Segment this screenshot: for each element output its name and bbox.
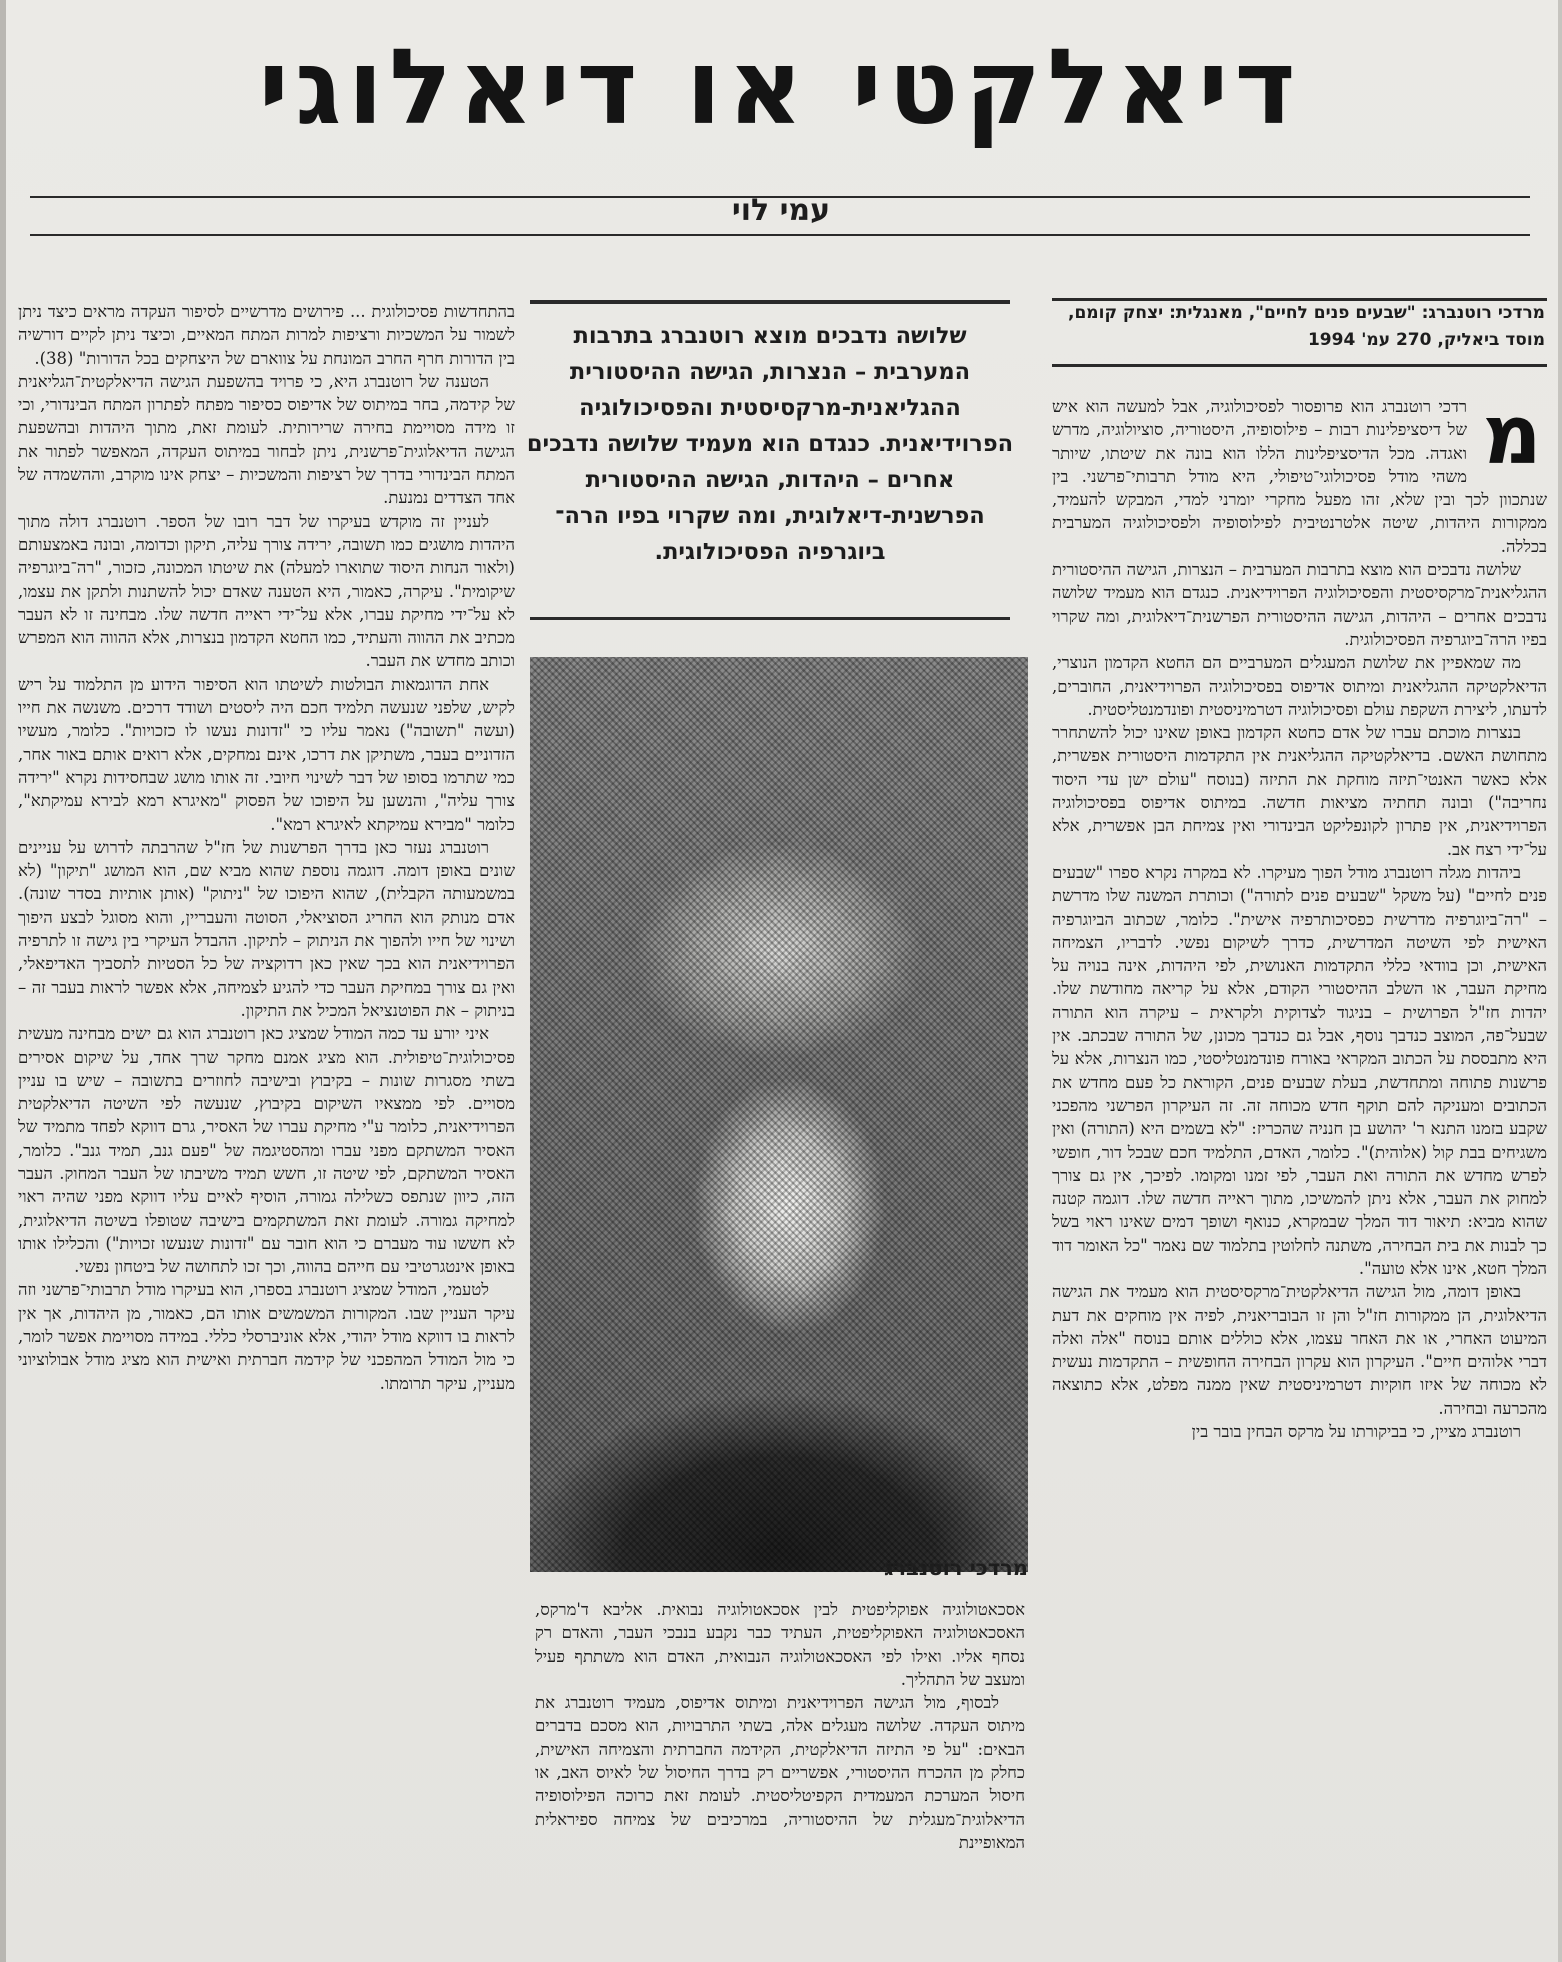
paragraph: לעניין זה מוקדש בעיקרו של דבר רובו של הספר. רוטנברג דולה מתוך היהדות מושגים כמו תשובה, ירידה צורך עליה, תיקון וכדומה, ובונה באמצעותם (ולאור הנחות היסוד שתוארו למעלה) את שיטתו המכונה, כזכור, "רה־ביוגרפיה שיקומית". עיקרה, כאמור, היא הטענה שאדם יכול להשתנות ולתקן את עצמו, לא על־ידי מחיקת עברו, אלא על־ידי ראייה חדשה שלו. מבחינה זו לא העבר מכתיב את ההווה והעתיד, כמו החטא הקדמון בנצרות, אלא ההווה הוא המפרש וכותב מחדש את העבר. (18, 511, 515, 671)
paragraph: לטעמי, המודל שמציג רוטנברג בספרו, הוא בעיקרו מודל תרבותי־פרשני וזה עיקר העניין שבו. המקורות המשמשים אותו הם, כאמור, מן היהדות, אך אין לראות בו דווקא מודל יהודי, אלא אוניברסלי כללי. במידה מסויימת אפשר לומר, כי מול המודל המהפכני של קידמה חברתית ואישית הוא מציג מודל אבולוציוני מעניין, עיקר תרומתו. (18, 1280, 515, 1393)
paragraph: רדכי רוטנברג הוא פרופסור לפסיכולוגיה, אבל למעשה הוא איש של דיסציפלינות רבות – פילוסופיה, היסטוריה, סוציולוגיה, מדרש ואגדה. מכל הדיסציפלינות הללו הוא בונה את שיטתו, שיותר משהי מודל פסיכולוגי־טיפולי, היא מודל תרבותי־פרשני. בין שנתכוון לכך ובין שלא, זהו מפעל מחקרי יומרני למדי, המבקש להעמיד, ממקורות היהדות, שיטה אלטרנטיבית לפילוסופיה ולפסיכולוגיה המערבית בכללה. (1052, 397, 1547, 556)
paragraph: רוטנברג נעזר כאן בדרך הפרשנות של חז"ל שהרבתה לדרוש על עניינים שונים באופן דומה. דוגמה נוספת שהוא מביא שם, הוא המושג "תיקון" (לא במשמעותה הקבלית), שהוא היפוכו של "ניתוק" (אותן אותיות בסדר שונה). אדם מנותק הוא החריג הסוציאלי, הסוטה והעבריין, והוא מסוגל לבצע היפוך ושינוי של חייו ולהפוך את הניתוק – לתיקון. ההבדל העיקרי בין גישה זו לתרפיה הפרוידיאנית הוא בכך שאין כאן רדוקציה של כל הסטיות לתסביך האדיפאלי, ואין גם צורך במחיקת העבר כדי להגיע לצמיחה, אלא אפשר לראות בעבר זה – בניתוק – את הפוטנציאל המכיל את התיקון. (18, 837, 515, 1020)
paragraph: בנצרות מוכתם עברו של אדם כחטא הקדמון באופן שאינו יכול להשתחרר מתחושת האשם. בדיאלקטיקה ההגליאנית אין התקדמות היסטורית אפשרית, אלא כאשר האנטי־תיזה מוחקת את התיזה (בנוסח "עולם ישן עדי היסוד נחריבה") ובונה תחתיה מציאות חדשה. במיתוס אדיפוס בפסיכולוגיה הפרוידיאנית, אין פתרון לקונפליקט הבינדורי ואין צמיחת הבן אפשרית, אלא על־ידי רצח אב. (1052, 723, 1547, 859)
book-info: מרדכי רוטנברג: "שבעים פנים לחיים", מאנגלית: יצחק קומם, מוסד ביאליק, 270 עמ' 1994 (1068, 303, 1545, 350)
author-portrait-photo (530, 657, 1028, 1572)
pull-quote: שלושה נדבכים מוצא רוטנברג בתרבות המערבית – הנצרות, הגישה ההיסטורית ההגליאנית-מרקסיסטית והפסיכולוגיה הפרוידיאנית. כנגדם הוא מעמיד שלושה נדבכים אחרים – היהדות, הגישה ההיסטורית הפרשנית-דיאלוגית, ומה שקרוי בפיו הרה־ ביוגרפיה הפסיכולוגית. (526, 323, 1014, 565)
paragraph: אסכאטולוגיה אפוקליפטית לבין אסכאטולוגיה נבואית. אליבא ד'מרקס, האסכאטולוגיה האפוקליפטית, העתיד כבר נקבע בנבכי העבר, והאדם רק נסחף אליו. ואילו לפי האסכאטולוגיה הנבואית, האדם הוא משתתף פעיל ומעצב של התהליך. (535, 1600, 1025, 1689)
paragraph: אחת הדוגמאות הבולטות לשיטתו הוא הסיפור הידוע מן התלמוד על ריש לקיש, שלפני שנעשה תלמיד חכם היה ליסטים ושודד דרכים. משנשה את חייו (ועשה "תשובה") נאמר עליו כי "זדונות נעשו לו כזכויות". כלומר, מעשיו הזדוניים בעבר, משתיקן את דרכו, אינם נמחקים, אלא רואים אותם באור אחר, כמי שתרמו בסופו של דבר לשינוי חיובי. זה אותו מושג שבחסידות נקרא "ירידה צורך עליה", והנשען על היפוכו של הפסוק "מאיגרא רמא לבירא עמיקתא", כלומר "מבירא עמיקתא לאיגרא רמא". (18, 674, 515, 834)
paragraph: בהתחדשות פסיכולוגית ... פירושים מדרשיים לסיפור העקדה מראים כיצד ניתן לשמור על המשכיות ורציפות למרות המתח המאיים, וכיצד ניתן לקיים דורשיה בין הדורות חרף החרב המונחת על צווארם של היצחקים בכל הדורות" (38). (18, 302, 515, 368)
photo-caption: מרדכי רוטנברג (883, 1556, 1028, 1580)
paragraph: שלושה נדבכים הוא מוצא בתרבות המערבית – הנצרות, הגישה ההיסטורית ההגליאנית־מרקסיסטית והפסיכולוגיה הפרוידיאנית. כנגדם הוא מעמיד שלושה נדבכים אחרים – היהדות, הגישה ההיסטורית הפרשנית־דיאלוגית, ומה שקרוי בפיו הרה־ביוגרפיה הפסיכולוגית. (1052, 560, 1547, 649)
paragraph: ביהדות מגלה רוטנברג מודל הפוך מעיקרו. לא במקרה נקרא ספרו "שבעים פנים לחיים" (על משקל "שבעים פנים לתורה") וכותרת המשנה שלו מדרשת – "רה־ביוגרפיה מדרשית כפסיכותרפיה אישית". כלומר, שכתוב הביוגרפיה האישית לפי השיטה המדרשית, כדרך לשיקום נפשי. לדבריו, הצמיחה האישית, וכן בוודאי כללי התקדמות האנושית, לפי היהדות, אינה בנויה על מחיקת העבר, או השלב ההיסטורי הקודם, אלא על קריאה מחודשת שלו. יהדות חז"ל הפרושית – בניגוד לצדוקית ולקראית – עיקרה הוא התורה שבעל־פה, המוצב כנדבך נוסף, אבל גם כנדבך מכונן, של התורה שבכתב. אין היא מתבססת על הכתוב המקראי באורח פונדמנטליסטי, כמו הנצרות, אלא על פרשנות פתוחה ומתחדשת, בעלת שבעים פנים, הקוראת כל פעם מחדש את הכתובים ומעניקה להם תוקף חדש מכוחה זה. זה העיקרון הפרשני מהפכני שקבע בזמנו התנא ר' יהושע בן חנניה שהכריז: "לא בשמים היא (התורה) ואין משגיחים בבת קול (אלוהית)". כלומר, האדם, התלמיד חכם שבכל דור, חופשי לפרש מחדש את התורה ואת העבר, לפי זמנו ומקומו. לפיכך, אין גם צורך למחוק את העבר, אלא ניתן להמשיכו, מתוך ראייה חדשה שלו. דוגמה קטנה שהוא מביא: תיאור דוד המלך שבמקרא, כנואף ושופך דמים שאינו ראוי בשל כך לבנות את בית הבחירה, משתנה לחלוטין בתלמוד שם נאמר "כל האומר דוד המלך חטא, אינו אלא טועה". (1052, 862, 1547, 1278)
middle-column-text (535, 1598, 1025, 1950)
pullquote-bottom-rule (530, 617, 1010, 620)
page-edge-left (0, 0, 6, 1962)
bookinfo-bottom-rule (1052, 364, 1547, 367)
drop-cap: מ (1482, 395, 1542, 483)
article-headline: דיאלקטי או דיאלוגי (258, 26, 1302, 148)
author-byline: עמי לוי (731, 193, 831, 228)
paragraph: רוטנברג מציין, כי בביקורתו על מרקס הבחין בובר בין (1191, 1422, 1521, 1442)
pullquote-top-rule (530, 300, 1010, 304)
page-edge-right (1558, 0, 1562, 1962)
paragraph: איני יורע עד כמה המודל שמציג כאן רוטנברג הוא גם ישים מבחינה מעשית פסיכולוגית־טיפולית. הוא מציג אמנם מחקר שרך אחד, על שיקום אסירים בשתי מסגרות שונות – בקיבוץ ובישיבה לחוזרים בתשובה – שיש בו עניין מסויים. לפי ממצאיו השיקום בקיבוץ, שנעשה לפי השיטה הדיאלקטית הפרוידיאנית, כלומר ע"י מחיקת עברו של האסיר, גרם דווקא לפחד מתמיד של האסיר המשתקם מפני עברו ומהסטיגמה של "פעם גנב, תמיד גנב". כלומר, האסיר המשתקם, לפי שיטה זו, חשש תמיד משיבתו של העבר המחוק. העבר הזה, כיוון שנתפס כשלילה גמורה, הוסיף לאיים עליו דווקא מפני שהיה ראוי למחיקה גמורה. לעומת זאת המשתקמים בישיבה שטופלו בשיטה הדיאלוגית, לא חששו עוד מעברם כי הוא חובר עם "זדונות שנעשו זכויות") והכלילו אותו באופן אינטגרטיבי עם חייהם בהווה, וכך זכו לתחושה של ביטחון נפשי. (18, 1024, 515, 1277)
paragraph: לבסוף, מול הגישה הפרוידיאנית ומיתוס אדיפוס, מעמיד רוטנברג את מיתוס העקדה. שלושה מעגלים אלה, בשתי התרבויות, הוא מסכם בדברים הבאים: "על פי התיזה הדיאלקטית, הקידמה החברתית והצמיחה האישית, כחלק מן ההכרח ההיסטורי, אפשריים רק בדרך החיסול של לאיוס האב, או חיסול המערכת המעמדית הקפיטליסטית. לעומת זאת כרוכה הפילוסופיה הדיאלוגית־מעגלית של ההיסטוריה, במרכיבים של צמיחה ספיראלית המאופיינת (535, 1693, 1025, 1852)
paragraph: באופן דומה, מול הגישה הדיאלקטית־מרקסיסטית הוא מעמיד את הגישה הדיאלוגית, הן ממקורות חז"ל והן זו הבובריאנית, לפיה אין מוחקים את דעת המיעוט האחרי, או את האחר עצמו, אלא כוללים אותם בנוסח "אלה ואלה דברי אלוהים חיים". העיקרון הוא עקרון הבחירה החופשית – התקדמות נעשית לא מכוחה של איזו חוקיות דטרמיניסטית שאין ממנה מפלט, אלא כתוצאה מהכרעה ובחירה. (1052, 1282, 1547, 1418)
right-column (1052, 395, 1547, 1950)
paragraph: הטענה של רוטנברג היא, כי פרויד בהשפעת הגישה הדיאלקטית־הגליאנית של קידמה, בחר במיתוס של אדיפוס כסיפור מפתח לפתרון המתח הבינדורי, וכי זו מידה מסויימת בחירה שרירותית. לעומת זאת, מתוך היהדות ובהשפעת הגישה הדיאלוגית־פרשנית, ניתן לבחור במיתוס העקדה, המאפשר לפתור את המתח הבינדורי בדרך של רציפות והמשכיות – יצחק אינו מוקרב, וההשמדה של אחד הצדדים נמנעת. (18, 371, 515, 508)
paragraph: מה שמאפיין את שלושת המעגלים המערביים הם החטא הקדמון הנוצרי, הדיאלקטיקה ההגליאנית ומיתוס אדיפוס בפסיכולוגיה הפרוידיאנית, החוברים, לדעתו, ליצירת השקפת עולם ופסיכולוגיה דטרמיניסטית ופונדמנטליסטית. (1052, 653, 1547, 719)
byline-bottom-rule (30, 234, 1530, 236)
left-column (18, 300, 515, 1950)
